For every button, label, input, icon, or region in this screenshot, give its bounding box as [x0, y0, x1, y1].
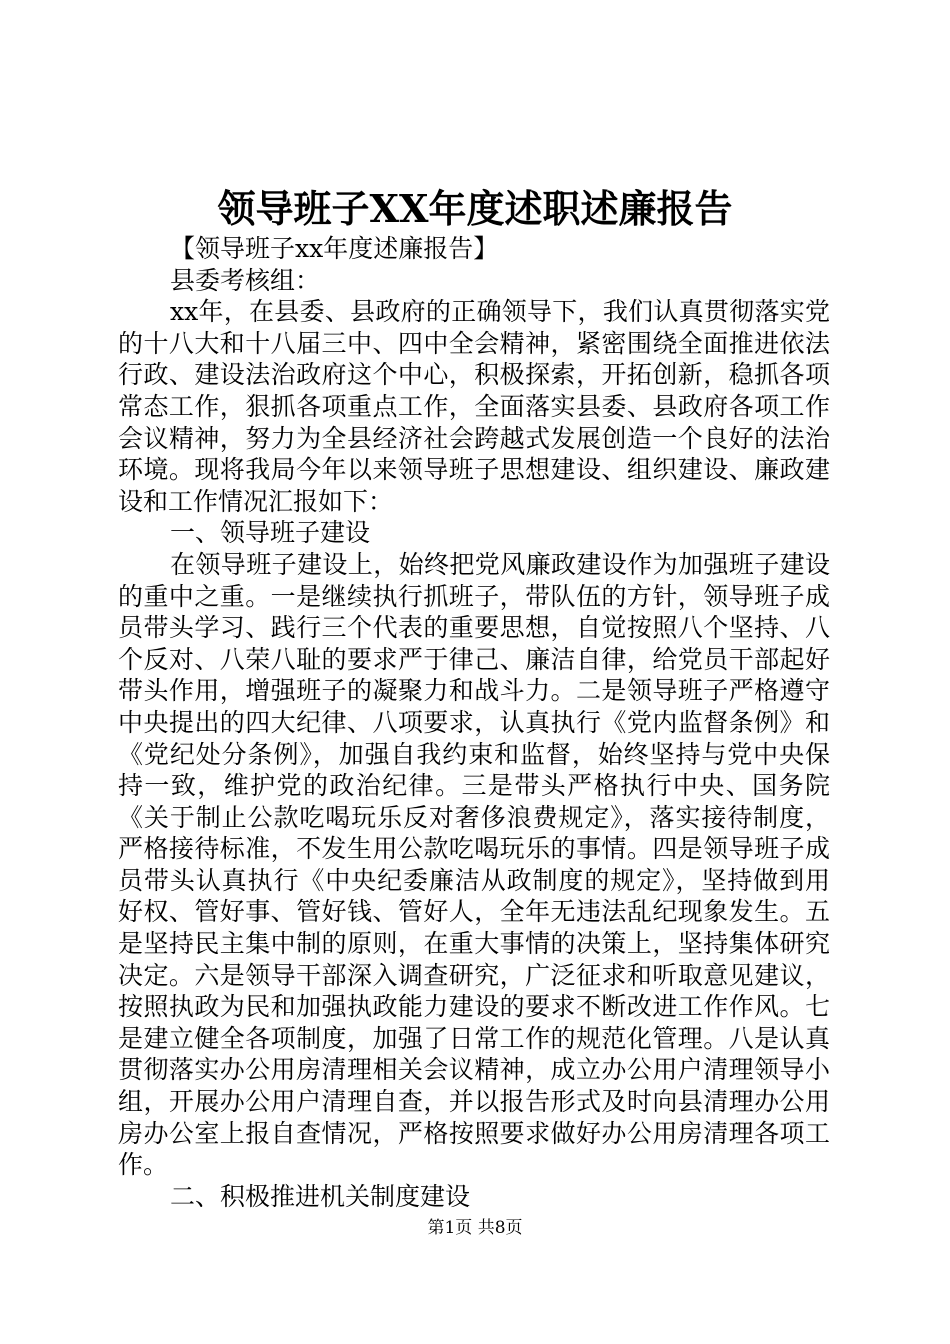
section-heading-2: 二、积极推进机关制度建设: [170, 1181, 471, 1211]
document-body: [118, 233, 830, 1212]
page-footer: 第1页 共8页: [427, 1218, 523, 1238]
document-subtitle: 【领导班子xx年度述廉报告】: [170, 234, 499, 263]
document-title: 领导班子XX年度述职述廉报告: [217, 186, 733, 231]
paragraph-leadership: 在领导班子建设上，始终把党风廉政建设作为加强班子建设的重中之重。一是继续执行抓班子，带队伍的方针，领导班子成员带头学习、践行三个代表的重要思想，自觉按照八个坚持、八个反对、八荣八耻的要求严于律己、廉洁自律，给党员干部起好带头作用，增强班子的凝聚力和战斗力。二是领导班子严格遵守中央提出的四大纪律、八项要求，认真执行《党内监督条例》和《党纪处分条例》，加强自我约束和监督，始终坚持与党中央保持一致，维护党的政治纪律。三是带头严格执行中央、国务院《关于制止公款吃喝玩乐反对奢侈浪费规定》，落实接待制度，严格接待标准，不发生用公款吃喝玩乐的事情。四是领导班子成员带头认真执行《中央纪委廉洁从政制度的规定》，坚持做到用好权、管好事、管好钱、管好人，全年无违法乱纪现象发生。五是坚持民主集中制的原则，在重大事情的决策上，坚持集体研究决定。六是领导干部深入调查研究，广泛征求和听取意见建议，按照执政为民和加强执政能力建设的要求不断改进工作作风。七是建立健全各项制度，加强了日常工作的规范化管理。八是认真贯彻落实办公用房清理相关会议精神，成立办公用户清理领导小组，开展办公用户清理自查，并以报告形式及时向县清理办公用房办公室上报自查情况，严格按照要求做好办公用房清理各项工作。: [118, 549, 830, 1180]
paragraph-intro: xx年，在县委、县政府的正确领导下，我们认真贯彻落实党的十八大和十八届三中、四中全会精神，紧密围绕全面推进依法行政、建设法治政府这个中心，积极探索，开拓创新，稳抓各项常态工作，狠抓各项重点工作，全面落实县委、县政府各项工作会议精神，努力为全县经济社会跨越式发展创造一个良好的法治环境。现将我局今年以来领导班子思想建设、组织建设、廉政建设和工作情况汇报如下：: [118, 297, 830, 516]
salutation: 县委考核组：: [170, 265, 321, 295]
section-heading-1: 一、领导班子建设: [170, 518, 371, 548]
